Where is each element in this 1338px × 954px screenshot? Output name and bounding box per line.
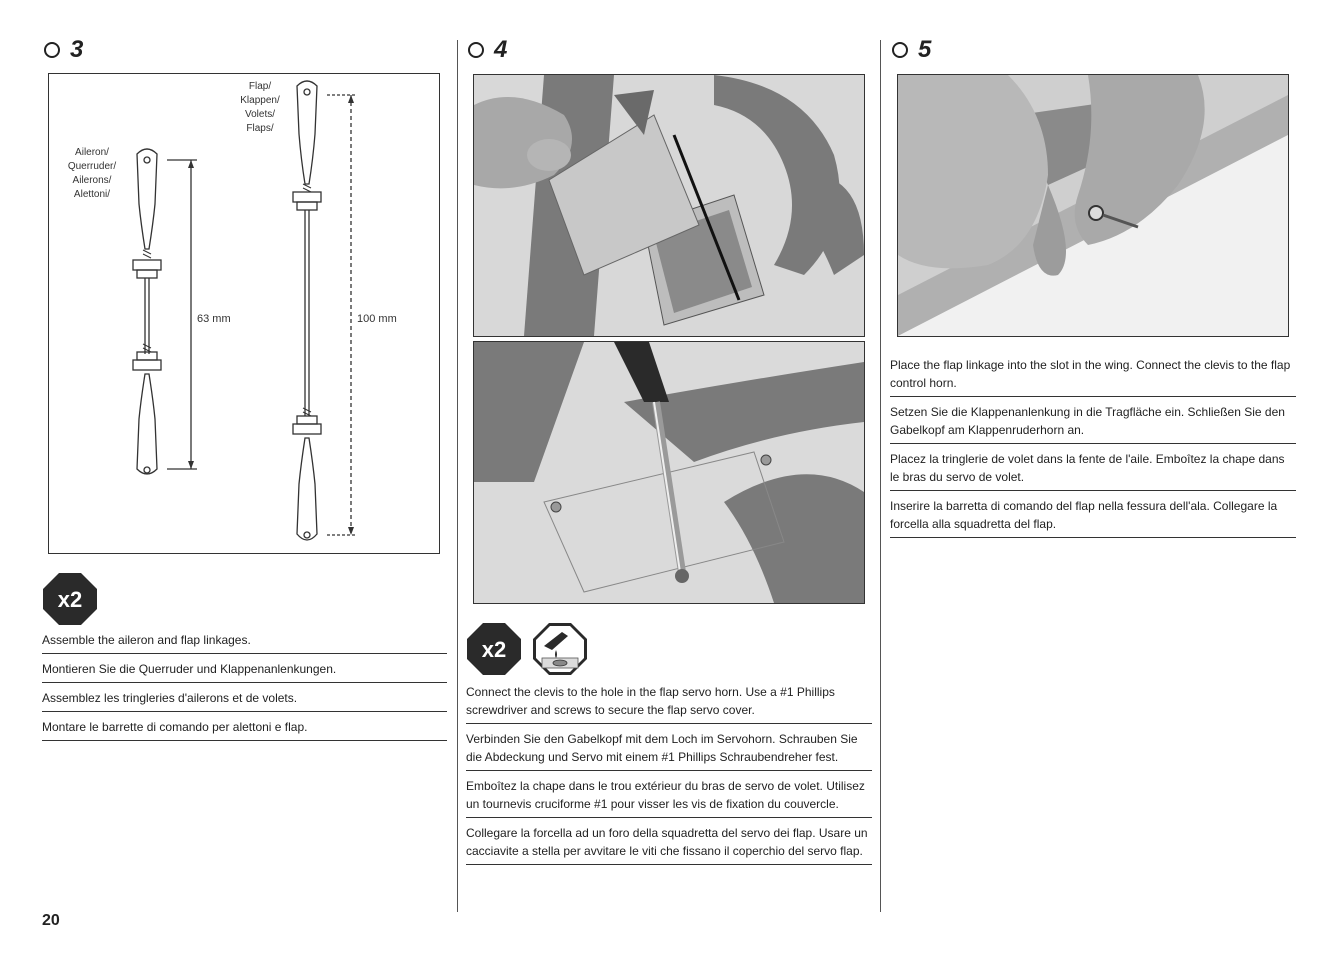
step-5-instructions [890, 356, 1296, 538]
aileron-label-it: Alettoni/ [73, 189, 111, 200]
step-3-instructions [42, 631, 447, 741]
instruction-de: Verbinden Sie den Gabelkopf mit dem Loch im Servohorn. Schrauben Sie die Abdeckung und Servo mit einem #1 Phillips Schraubendreher fest. [466, 724, 872, 771]
photo-screwdriver [473, 341, 865, 604]
x2-badge-icon [42, 572, 98, 631]
flap-label-de: Klappen/ [240, 95, 280, 106]
instruction-en: Assemble the aileron and flap linkages. [42, 631, 447, 654]
step-4-instructions [466, 683, 872, 865]
flap-label-fr: Volets/ [244, 109, 276, 120]
aileron-label-en: Aileron/ [75, 147, 109, 158]
step-number: 4 [494, 36, 508, 63]
step-5-heading [892, 36, 931, 64]
photo-servo-cover-install [473, 74, 865, 337]
instruction-fr: Assemblez les tringleries d'ailerons et de volets. [42, 683, 447, 712]
instruction-fr: Placez la tringlerie de volet dans la fente de l'aile. Emboîtez la chape dans le bras du servo de volet. [890, 444, 1296, 491]
column-divider-1 [457, 40, 458, 912]
flap-label-it: Flaps/ [246, 123, 274, 134]
x2-badge-text: x2 [57, 587, 83, 612]
aileron-label [59, 146, 125, 202]
photo-flap-linkage-slot [897, 74, 1289, 337]
checkbox-circle-icon [44, 42, 60, 58]
checkbox-circle-icon [468, 42, 484, 58]
instruction-de: Setzen Sie die Klappenanlenkung in die Tragfläche ein. Schließen Sie den Gabelkopf am Klappenruderhorn an. [890, 397, 1296, 444]
instruction-it: Montare le barrette di comando per alettoni e flap. [42, 712, 447, 741]
aileron-label-fr: Ailerons/ [72, 175, 112, 186]
checkbox-circle-icon [892, 42, 908, 58]
flap-label-en: Flap/ [248, 81, 272, 92]
threadlock-icon [532, 622, 588, 681]
instruction-en: Connect the clevis to the hole in the flap servo horn. Use a #1 Phillips screwdriver and screws to secure the flap servo cover. [466, 683, 872, 724]
x2-badge-text: x2 [481, 637, 507, 662]
x2-badge-icon [466, 622, 522, 681]
step-number: 3 [70, 36, 84, 63]
flap-label [227, 80, 293, 136]
step-3-heading [44, 36, 83, 64]
step-4-heading [468, 36, 507, 64]
instruction-fr: Emboîtez la chape dans le trou extérieur du bras de servo de volet. Utilisez un tournevis cruciforme #1 pour visser les vis de fixation du couvercle. [466, 771, 872, 818]
flap-length: 100 mm [357, 313, 397, 325]
column-divider-2 [880, 40, 881, 912]
linkage-diagram [48, 73, 440, 554]
aileron-length: 63 mm [197, 313, 231, 325]
instruction-en: Place the flap linkage into the slot in the wing. Connect the clevis to the flap control horn. [890, 356, 1296, 397]
aileron-label-de: Querruder/ [67, 161, 117, 172]
step-number: 5 [918, 36, 932, 63]
instruction-it: Collegare la forcella ad un foro della squadretta del servo dei flap. Usare un cacciavite a stella per avvitare le viti che fissano il coperchio del servo flap. [466, 818, 872, 865]
instruction-it: Inserire la barretta di comando del flap nella fessura dell'ala. Collegare la forcella alla squadretta del flap. [890, 491, 1296, 538]
page-number: 20 [42, 912, 60, 929]
instruction-de: Montieren Sie die Querruder und Klappenanlenkungen. [42, 654, 447, 683]
